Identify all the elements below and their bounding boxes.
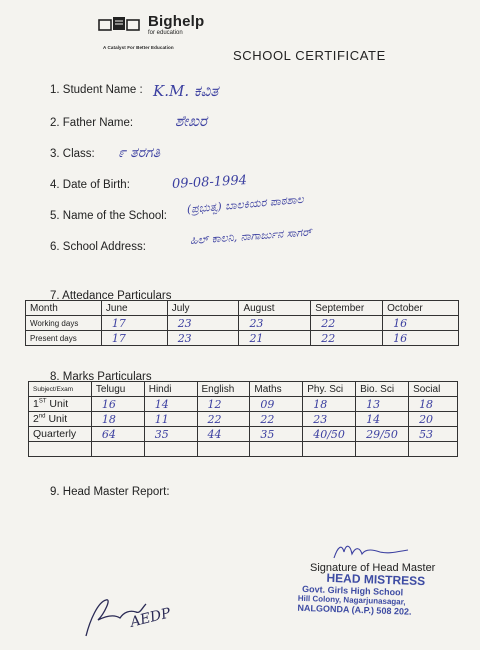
table-cell: 20 [409, 412, 458, 427]
table-cell: 16 [383, 316, 459, 331]
table-header-cell: Bio. Sci [356, 382, 409, 397]
table-row [29, 397, 458, 412]
table-cell [197, 442, 250, 457]
table-cell [91, 442, 144, 457]
field-label: 4. Date of Birth: [50, 179, 130, 191]
table-cell: 29/50 [356, 427, 409, 442]
table-header-cell: Maths [250, 382, 303, 397]
table-cell: 16 [383, 331, 459, 346]
table-row [26, 316, 459, 331]
stamp-line: Govt. Girls High School [301, 583, 404, 598]
table-header-cell: September [311, 301, 383, 316]
table-cell: 14 [356, 412, 409, 427]
book-logo-icon [98, 16, 140, 32]
table-header-cell: July [167, 301, 239, 316]
table-row [29, 427, 458, 442]
table-header-cell: Phy. Sci [303, 382, 356, 397]
field-class [50, 148, 95, 160]
table-cell: 18 [303, 397, 356, 412]
logo-name: Bighelp [148, 13, 205, 30]
date-of-birth-value: 09-08-1994 [171, 173, 248, 192]
row-label-suffix: ST [38, 398, 47, 405]
page-title: SCHOOL CERTIFICATE [233, 48, 386, 63]
table-cell: 22 [311, 331, 383, 346]
table-cell: 22 [311, 316, 383, 331]
stamp-title: HEAD MISTRESS [326, 570, 426, 589]
row-label: Present days [26, 331, 102, 346]
logo [98, 14, 204, 36]
school-name-value: (ಪ್ರಭುತ್ವ) ಬಾಲಕಿಯರ ಪಾಠಶಾಲ [186, 192, 305, 216]
field-label: 2. Father Name: [50, 117, 134, 129]
table-cell: 22 [197, 412, 250, 427]
table-header-cell: Telugu [91, 382, 144, 397]
signature-label: Signature of Head Master [310, 562, 436, 574]
table-header-row [26, 301, 459, 316]
field-label: 6. School Address: [50, 241, 146, 253]
marks-section-title: 8. Marks Particulars [50, 371, 152, 383]
attendance-table [25, 300, 459, 346]
row-label-number: Quarterly [33, 428, 77, 440]
table-cell [409, 442, 458, 457]
student-name-value: K.M. ಕವಿತ [153, 82, 219, 100]
table-cell: 11 [144, 412, 197, 427]
table-cell: 12 [197, 397, 250, 412]
head-master-report-label: 9. Head Master Report: [50, 486, 170, 498]
row-label [29, 397, 92, 412]
field-school-address [50, 241, 146, 253]
table-cell: 18 [409, 397, 458, 412]
tagline: A Catalyst For Better Education [103, 45, 174, 50]
table-header-cell: Social [409, 382, 458, 397]
table-cell: 16 [91, 397, 144, 412]
table-cell: 23 [167, 316, 239, 331]
marks-table [28, 381, 458, 457]
table-row [29, 412, 458, 427]
table-cell: 22 [250, 412, 303, 427]
table-cell: 14 [144, 397, 197, 412]
table-row [29, 442, 458, 457]
head-master-signature [330, 540, 412, 562]
table-cell: 35 [250, 427, 303, 442]
field-label: 5. Name of the School: [50, 210, 167, 222]
table-corner-cell: Subject/Exam [29, 382, 92, 397]
field-date-of-birth [50, 179, 130, 191]
table-cell: 23 [303, 412, 356, 427]
school-address-value: ಹಿಲ್ ಕಾಲನಿ, ನಾಗಾರ್ಜುನ ಸಾಗರ್ [189, 225, 313, 247]
class-value: ೯ ತರಗತಿ [118, 145, 161, 161]
table-cell: 17 [101, 331, 167, 346]
row-label-text: Unit [45, 413, 68, 425]
field-student-name [50, 84, 143, 96]
field-label: 1. Student Name : [50, 84, 143, 96]
table-cell [356, 442, 409, 457]
stamp-line: NALGONDA (A.P.) 508 202. [297, 602, 412, 617]
field-label: 3. Class: [50, 148, 95, 160]
logo-subtitle: for education [148, 30, 183, 36]
table-header-row [29, 382, 458, 397]
field-school-name [50, 210, 167, 222]
table-header-cell: Month [26, 301, 102, 316]
table-cell [144, 442, 197, 457]
stamp-line: Hill Colony, Nagarjunasagar, [297, 593, 406, 607]
table-cell: 23 [239, 316, 311, 331]
table-cell: 23 [167, 331, 239, 346]
table-header-cell: Hindi [144, 382, 197, 397]
table-header-cell: June [101, 301, 167, 316]
table-cell [29, 442, 92, 457]
table-cell: 18 [91, 412, 144, 427]
row-label [29, 412, 92, 427]
table-cell: 09 [250, 397, 303, 412]
table-cell: 17 [101, 316, 167, 331]
head-mistress-stamp [297, 570, 425, 617]
table-cell [303, 442, 356, 457]
table-cell [250, 442, 303, 457]
aedp-sign-text: AEDP [128, 605, 173, 631]
table-cell: 21 [239, 331, 311, 346]
row-label-text: Unit [46, 398, 69, 410]
row-label: Working days [26, 316, 102, 331]
father-name-value: ಶೇಖರ [175, 112, 207, 130]
row-label-number: 1 [33, 398, 39, 410]
row-label-number: 2 [33, 413, 39, 425]
table-row [26, 331, 459, 346]
table-cell: 53 [409, 427, 458, 442]
field-father-name [50, 117, 133, 129]
table-cell: 64 [91, 427, 144, 442]
table-header-cell: August [239, 301, 311, 316]
row-label [29, 427, 92, 442]
table-cell: 13 [356, 397, 409, 412]
row-label-suffix: nd [38, 413, 46, 420]
attendance-section-title: 7. Attedance Particulars [50, 290, 172, 302]
table-cell: 40/50 [303, 427, 356, 442]
table-header-cell: English [197, 382, 250, 397]
table-cell: 44 [197, 427, 250, 442]
table-cell: 35 [144, 427, 197, 442]
table-header-cell: October [383, 301, 459, 316]
